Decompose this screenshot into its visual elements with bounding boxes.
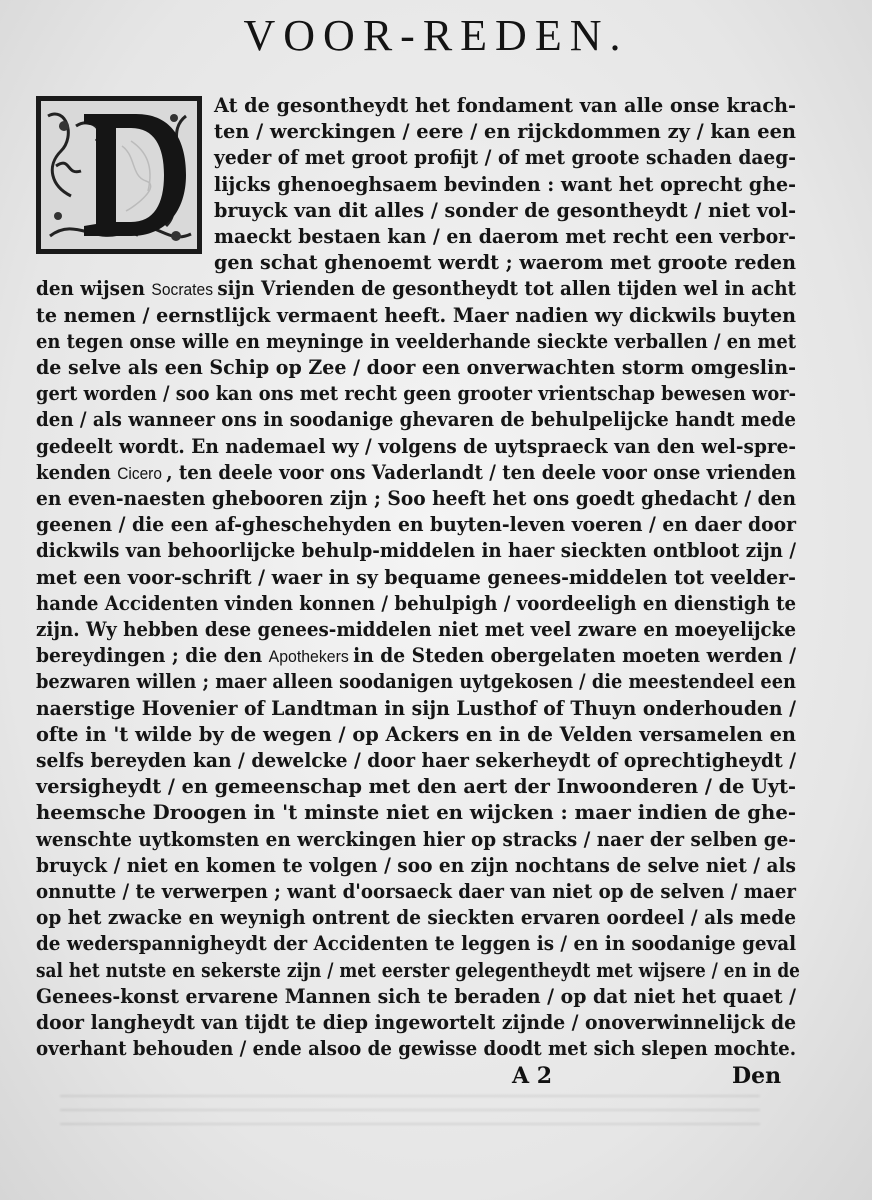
text-line: onnutte / te verwerpen ; want d'oorsaeck daer van niet op de selven / maer [36,879,796,903]
text-line: selfs bereyden kan / dewelcke / door haer sekerheydt of oprechtigheydt / [36,748,797,772]
ornament-initial-icon [36,96,202,254]
page-title: VOOR-REDEN. [243,11,629,60]
proper-name: Cicero [117,463,167,483]
text-line: ofte in 't wilde by de wegen / op Ackers en in de Velden versamelen en [36,721,796,746]
text-line: Genees-konst ervarene Mannen sich te beraden / op dat niet het quaet / [36,983,797,1008]
catchword: Den [732,1063,782,1089]
text-line: bereydingen ; die den Apothekers in de Steden obergelaten moeten werden / [36,643,797,668]
text-line: de wederspannigheydt der Accidenten te leggen is / en in soodanige geval [36,931,797,956]
text-line: de selve als een Schip op Zee / door een onverwachten storm omgeslin- [36,355,797,379]
text-line: den / als wanneer ons in soodanige ghevaren de behulpelijcke handt mede [36,407,797,432]
text-line: lijcks ghenoeghsaem bevinden : want het oprecht ghe- [214,171,796,196]
text-line: gedeelt wordt. En nademael wy / volgens de uytspraeck van den wel-spre- [36,433,796,458]
text-line: gen schat ghenoemt werdt ; waerom met groote reden [214,250,796,275]
text-line: bruyck / niet en komen te volgen / soo en zijn nochtans de selve niet / als [36,852,796,877]
bleed-through-text [60,1085,760,1125]
text-line: hande Accidenten vinden konnen / behulpigh / voordeeligh en dienstigh te [36,590,797,615]
proper-name: Socrates [151,280,218,300]
decorated-initial-letter [36,96,202,254]
text-line: versigheydt / en gemeenschap met den aert der Inwoonderen / de Uyt- [36,774,797,799]
text-line: te nemen / eernstlijck vermaent heeft. Maer nadien wy dickwils buyten [36,302,796,327]
text-line: zijn. Wy hebben dese genees-middelen niet met veel zware en moeyelijcke [36,617,796,641]
text-line: op het zwacke en weynigh ontrent de sieckten ervaren oordeel / als mede [36,905,796,930]
text-line: heemsche Droogen in 't minste niet en wijcken : maer indien de ghe- [36,800,796,825]
text-line: bruyck van dit alles / sonder de gesontheydt / niet vol- [214,197,797,222]
text-line: ten / werckingen / eere / en rijckdommen zy / kan een [214,119,796,144]
text-line: yeder of met groot profijt / of met groote schaden daeg- [214,145,797,170]
text-line: kenden Cicero , ten deele voor ons Vaderlandt / ten deele voor onse vrienden [36,459,797,484]
text-line: At de gesontheydt het fondament van alle onse krach- [214,93,796,117]
text-line: wenschte uytkomsten en werckingen hier op stracks / naer der selben ge- [36,826,796,851]
text-line: maeckt bestaen kan / en daerom met recht een verbor- [214,224,796,248]
text-line: dickwils van behoorlijcke behulp-middelen in haer sieckten ontbloot zijn / [36,538,796,563]
text-line: en tegen onse wille en meyninge in veelderhande sieckte verballen / en met [36,328,797,353]
signature-mark: A 2 [512,1063,553,1089]
text-line: met een voor-schrift / waer in sy bequame genees-middelen tot veelder- [36,564,796,589]
text-line: geenen / die een af-gheschehyden en buyten-leven voeren / en daer door [36,512,797,537]
text-line: naerstige Hovenier of Landtman in sijn Lusthof of Thuyn onderhouden / [36,695,796,720]
text-line: en even-naesten ghebooren zijn ; Soo heeft het ons goedt ghedacht / den [36,486,797,510]
text-line: overhant behouden / ende alsoo de gewisse doodt met sich slepen mochte. [36,1036,797,1061]
text-line: bezwaren willen ; maer alleen soodanigen uytgekosen / die meestendeel een [36,669,796,694]
text-line: sal het nutste en sekerste zijn / met eerster gelegentheydt met wijsere / en in de [36,957,800,982]
text-line: gert worden / soo kan ons met recht geen grooter vrientschap bewesen wor- [36,381,796,406]
proper-name: Apothekers [268,647,354,667]
text-line: door langheydt van tijdt te diep ingewortelt zijnde / onoverwinnelijck de [36,1010,797,1034]
text-line: den wijsen Socrates sijn Vrienden de gesontheydt tot allen tijden wel in acht [36,276,797,301]
